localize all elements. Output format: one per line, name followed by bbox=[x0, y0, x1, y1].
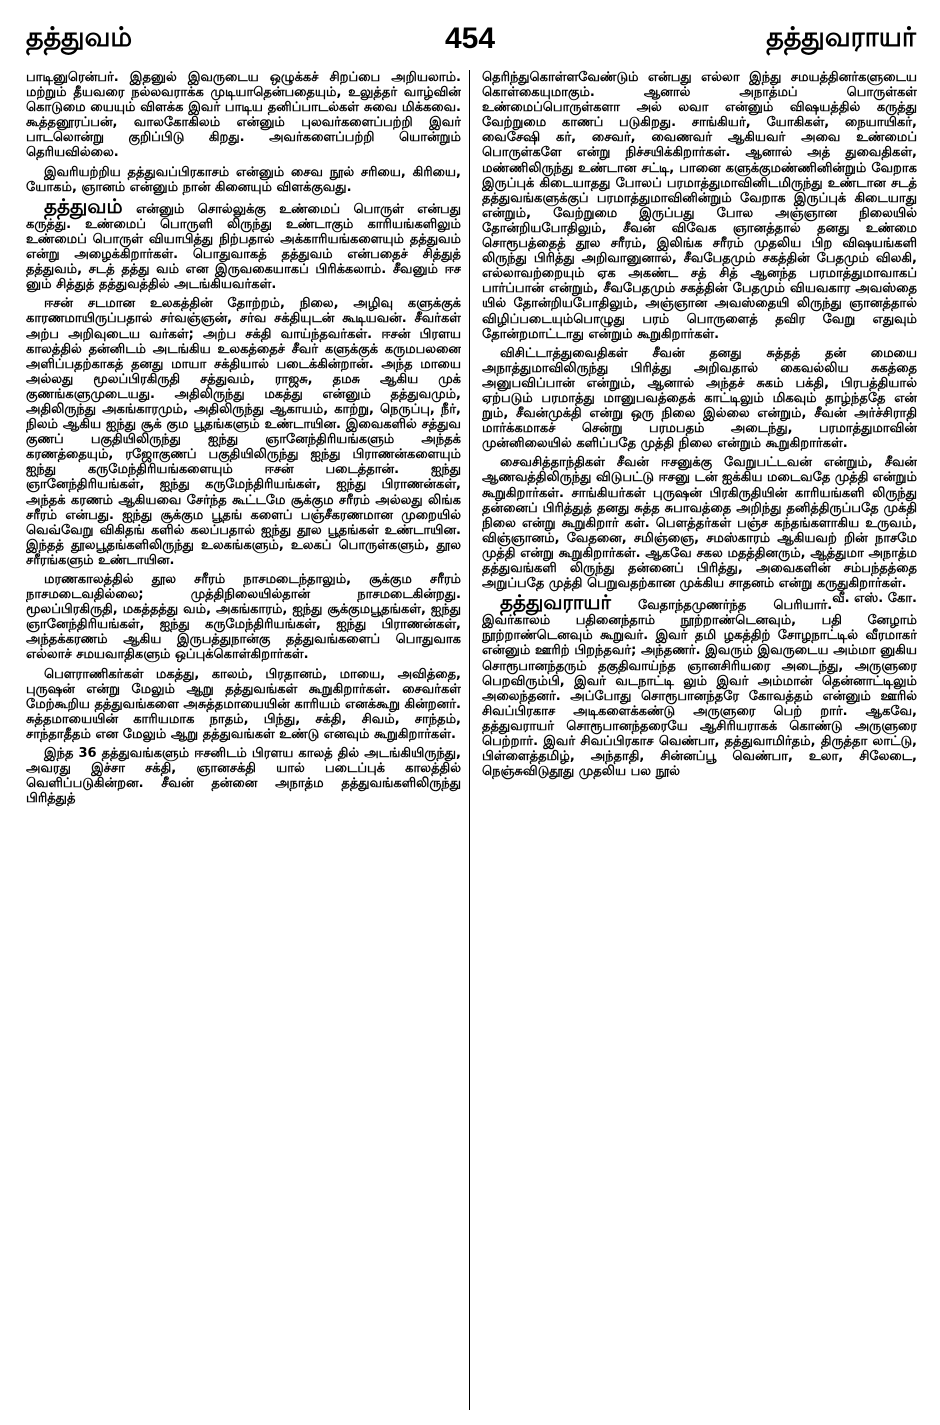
paragraph: பாடினுரென்பர். இதனுல் இவருடைய ஒழுக்கச் சிறப்பை அறியலாம். மற்றும் தீயவரை நல்லவராக்க முடியாதென்பதையும், உலுத்தர் வாழ்வின் கொடுமை யையும் விளக்க இவர் பாடிய தனிப்பாடல்கள் சுவை மிக்கவை. கூத்தனூரப்பன், வாலகோகிலம் என்னும் புலவர்களைப்பற்றி இவர் பாடலொன்று குறிப்பிடு கிறது. அவர்களைப்பற்றி யொன்றும் தெரியவில்லை. bbox=[26, 70, 461, 161]
paragraph: மரணகாலத்தில் தூல சரீரம் நாசமடைந்தாலும், சூக்கும சரீரம் நாசமடைவதில்லை; முத்திநிலையில்தான் நாசமடைகின்றது. மூலப்பிரகிருதி, மகத்தத்து வம், அகங்காரம், ஐந்து சூக்குமபூதங்கள், ஐந்து ஞானேந்திரியங்கள், ஐந்து கருமேந்திரியங்கள், ஐந்து பிராணன்கள், அந்தக்கரணம் ஆகிய இருபத்துநான்கு தத்துவங்களைப் பொதுவாக எல்லாச் சமயவாதிகளும் ஒப்புக்கொள்கிறார்கள். bbox=[26, 572, 461, 663]
page-number: 454 bbox=[444, 22, 496, 55]
paragraph: இவரியற்றிய தத்துவப்பிரகாசம் என்னும் சைவ நூல் சரியை, கிரியை, யோகம், ஞானம் என்னும் நான் கினையும் விளக்குவது. bbox=[26, 164, 461, 195]
paragraph: பௌராணிகர்கள் மகத்து, காலம், பிரதானம், மாயை, அவித்தை, புருஷன் என்று மேலும் ஆறு தத்துவங்கள் கூறுகிறார்கள். சைவர்கள் மேற்கூறிய தத்துவங்களை அசுத்தமாயையின் காரியம் எனக்கூறு கின்றனர். சுத்தமாயையின் காரியமாக நாதம், பிந்து, சக்தி, சிவம், சாந்தம், சாந்தாதீதம் என மேலும் ஆறு தத்துவங்கள் உண்டு எனவும் கூறுகிறார்கள். bbox=[26, 666, 461, 742]
author-signature: வீ. எஸ். கோ. bbox=[832, 591, 917, 607]
paragraph-text: சைவசித்தாந்திகள் சீவன் ஈசனுக்கு வேறுபட்டவன் என்றும், சீவன் ஆணவத்திலிருந்து விடுபட்டு ஈசனு டன் ஐக்கிய மடைவதே முத்தி என்றும் கூறுகிறார்கள். சாங்கியர்கள் புருஷன் பிரகிருதியின் காரியங்களி லிருந்து தன்னைப் பிரித்துத் தனது சுத்த சுபாவத்தை அறிந்து தனித்திருப்பதே முக்தி நிலை என்று கூறுகிறார் கள். பௌத்தர்கள் பஞ்ச கந்தங்களாகிய உருவம், விஞ்ஞானம், வேதனை, சமிஞ்ஞை, சமஸ்காரம் ஆகியவற் றின் நாசமே முத்தி என்று கூறுகிறார்கள். ஆகவே சகல மதத்தினரும், ஆத்துமா அநாத்ம தத்துவங்களி லிருந்து தன்னைப் பிரித்து, அவைகளின் சம்பந்தத்தை அறுப்பதே முத்தி பெறுவதற்கான முக்கிய சாதனம் என்று கருதுகிறார்கள். bbox=[482, 455, 917, 592]
entry-paragraph bbox=[26, 193, 461, 293]
entry-text: வேதாந்தமுணர்ந்த பெரியார். இவர்காலம் பதினைந்தாம் நூற்றாண்டெனவும், பதி னேழாம் நூற்றாண்டெனவும் கூறுவர். இவர் தமி ழகத்திற் சோழநாட்டில் வீரமாகர் என்னும் ஊரிற் பிறந்தவர்; அந்தணர். இவரும் இவருடைய அம்மா னுகிய சொரூபானந்தரும் தகுதிவாய்ந்த ஞானசிரியரை அடைந்து, அருளுரை பெறவிரும்பி, இவர் வடநாட்டி லும் இவர் அம்மான் தென்னாட்டிலும் அலைந்தனர். அப்போது சொரூபானந்தரே கோவத்தம் என்னும் ஊரில் சிவப்பிரகாச அடிகளைக்கண்டு அருளுரை பெற் றார். ஆகவே, தத்துவராயர் சொரூபானந்தரையே ஆசிரியராகக் கொண்டு அருளுரை பெற்றார். இவர் சிவப்பிரகாச வெண்பா, தத்துவாமிர்தம், திருத்தா லாட்டு, பிள்ளைத்தமிழ், அந்தாதி, சின்னப்பூ வெண்பா, உலா, சிலேடை, நெஞ்சுவிடுதூது முதலிய பல நூல் bbox=[482, 598, 917, 780]
entry-heading: தத்துவம் bbox=[44, 193, 123, 218]
paragraph: விசிட்டாத்துவைதிகள் சீவன் தனது சுத்தத் தன் மையை அநாத்துமாவிலிருந்து பிரித்து அறிவதால் கைவல்லிய சுகத்தை அனுபவிப்பான் என்றும், ஆனால் அந்தச் சுகம் பக்தி, பிரபத்தியால் ஏற்படும் பரமாத்து மானுபவத்தைக் காட்டிலும் மிகவும் தாழ்ந்ததே என் றும், சீவன்முக்தி என்று ஒரு நிலை இல்லை என்றும், சீவன் அர்ச்சிராதி மார்க்கமாகச் சென்று பரமபதம் அடைந்து, பரமாத்துமாவின் முன்னிலையில் களிப்பதே முத்தி நிலை என்றும் கூறுகிறார்கள். bbox=[482, 345, 917, 452]
paragraph: இந்த 36 தத்துவங்களும் ஈசனிடம் பிரளய காலத் தில் அடங்கியிருந்து, அவரது இச்சா சக்தி, ஞானசக்தி யால் படைப்புக் காலத்தில் வெளிப்படுகின்றன. சீவன் தன்னை அநாத்ம தத்துவங்களிலிருந்து பிரித்துத் bbox=[26, 746, 461, 807]
entry-paragraph bbox=[482, 590, 917, 780]
paragraph: தெரிந்துகொள்ளவேண்டும் என்பது எல்லா இந்து சமயத்தினர்களுடைய கொள்கையுமாகும். ஆனால் அநாத்மப் பொருள்கள் உண்மைப்பொருள்களா அல் லவா என்னும் விஷயத்தில் கருத்து வேற்றுமை காணப் படுகிறது. சாங்கியர், யோகிகள், நையாயிகர், வைசேஷி கர், சைவர், வைணவர் ஆகியவர் அவை உண்மைப் பொருள்களே என்று நிச்சயிக்கிறார்கள். ஆனால் அத் துவைதிகள், மண்ணிலிருந்து உண்டான சட்டி, பானை களுக்குமண்ணினின்றும் வேறாக இருப்புக் கிடையாதது போலப் பரமாத்துமாவினிடமிருந்து உண்டான சடத் தத்துவங்களுக்குப் பரமாத்துமாவினின்றும் வேறாக இருப்புக் கிடையாது என்றும், வேற்றுமை இருப்பது போல அஞ்ஞான நிலையில் தோன்றியபோதிலும், சீவன் விவேக ஞானத்தால் தனது உண்மை சொரூபத்தைத் தூல சரீரம், இலிங்க சரீரம் முதலிய பிற விஷயங்களி லிருந்து பிரித்து அறிவானுனால், சீவபேதமும் சகத்தின் பேதமும் விலகி, எல்லாவற்றையும் ஏக அகண்ட சத் சித் ஆனந்த பரமாத்துமாவாகப் பார்ப்பான் என்றும், சீவபேதமும் சகத்தின் பேதமும் வியவகார அவஸ்தை யில் தோன்றியபோதிலும், அஞ்ஞான அவஸ்தையி லிருந்து ஞானத்தால் விழிப்படையும்பொழுது பரம் பொருளைத் தவிர வேறு எதுவும் தோன்றமாட்டாது என்றும் கூறுகிறார்கள். bbox=[482, 70, 917, 342]
entry-heading: தத்துவராயர் bbox=[500, 590, 611, 615]
right-column bbox=[482, 70, 917, 1415]
header-left-keyword: தத்துவம் bbox=[26, 22, 133, 52]
header-right-keyword: தத்துவராயர் bbox=[766, 22, 916, 52]
column-divider bbox=[469, 70, 470, 1410]
entry-text: என்னும் சொல்லுக்கு உண்மைப் பொருள் என்பது கருத்து. உண்மைப் பொருளி லிருந்து உண்டாகும் காரியங்களிலும் உண்மைப் பொருள் வியாபித்து நிற்பதால் அக்காரியங்களையும் தத்துவம் என்று அழைக்கிறார்கள். பொதுவாகத் தத்துவம் என்பதைச் சித்துத் தத்துவம், சடத் தத்து வம் என இருவகையாகப் பிரிக்கலாம். சீவனும் ஈச னும் சித்துத் தத்துவத்தில் அடங்கியவர்கள். bbox=[26, 201, 461, 293]
paragraph: ஈசன் சடமான உலகத்தின் தோற்றம், நிலை, அழிவு களுக்குக் காரணமாயிருப்பதால் சர்வஞ்ஞன், சர்வ சக்தியுடன் கூடியவன். சீவர்கள் அற்ப அறிவுடைய வர்கள்; அற்ப சக்தி வாய்ந்தவர்கள். ஈசன் பிரளய காலத்தில் தன்னிடம் அடங்கிய உலகத்தைச் சீவர் களுக்குக் கருமபலனை அளிப்பதற்காகத் தனது மாயா சக்தியால் படைக்கின்றான். அந்த மாயை அல்லது மூலப்பிரகிருதி சத்துவம், ராஜசு, தமசு ஆகிய முக் குணங்களுமுடையது. அதிலிருந்து மகத்து என்னும் தத்துவமும், அதிலிருந்து அகங்காரமும், அதிலிருந்து ஆகாயம், காற்று, நெருப்பு, நீர், நிலம் ஆகிய ஐந்து சூக் கும பூதங்களும் உண்டாயின. இவைகளில் சத்துவ குணப் பகுதியிலிருந்து ஐந்து ஞானேந்திரியங்களும் அந்தக் கரணத்தையும், ரஜோகுணப் பகுதியிலிருந்து ஐந்து பிராணன்களையும் ஐந்து கருமேந்திரியங்களையும் ஈசன் படைத்தான். ஐந்து ஞானேந்திரியங்கள், ஐந்து கருமேந்திரியங்கள், ஐந்து பிராணன்கள், அந்தக் கரணம் ஆகியவை சேர்ந்த கூட்டமே சூக்கும சரீரம் அல்லது லிங்க சரீரம் என்பது. ஐந்து சூக்கும பூதங் களைப் பஞ்சீகரணமான முறையில் வெவ்வேறு விகிதங் களில் கலப்பதால் ஐந்து தூல பூதங்கள் உண்டாயின. இந்தத் தூலபூதங்களிலிருந்து உலகங்களும், உலகப் பொருள்களும், தூல சரீரங்களும் உண்டாயின. bbox=[26, 296, 461, 568]
left-column bbox=[26, 70, 461, 1415]
